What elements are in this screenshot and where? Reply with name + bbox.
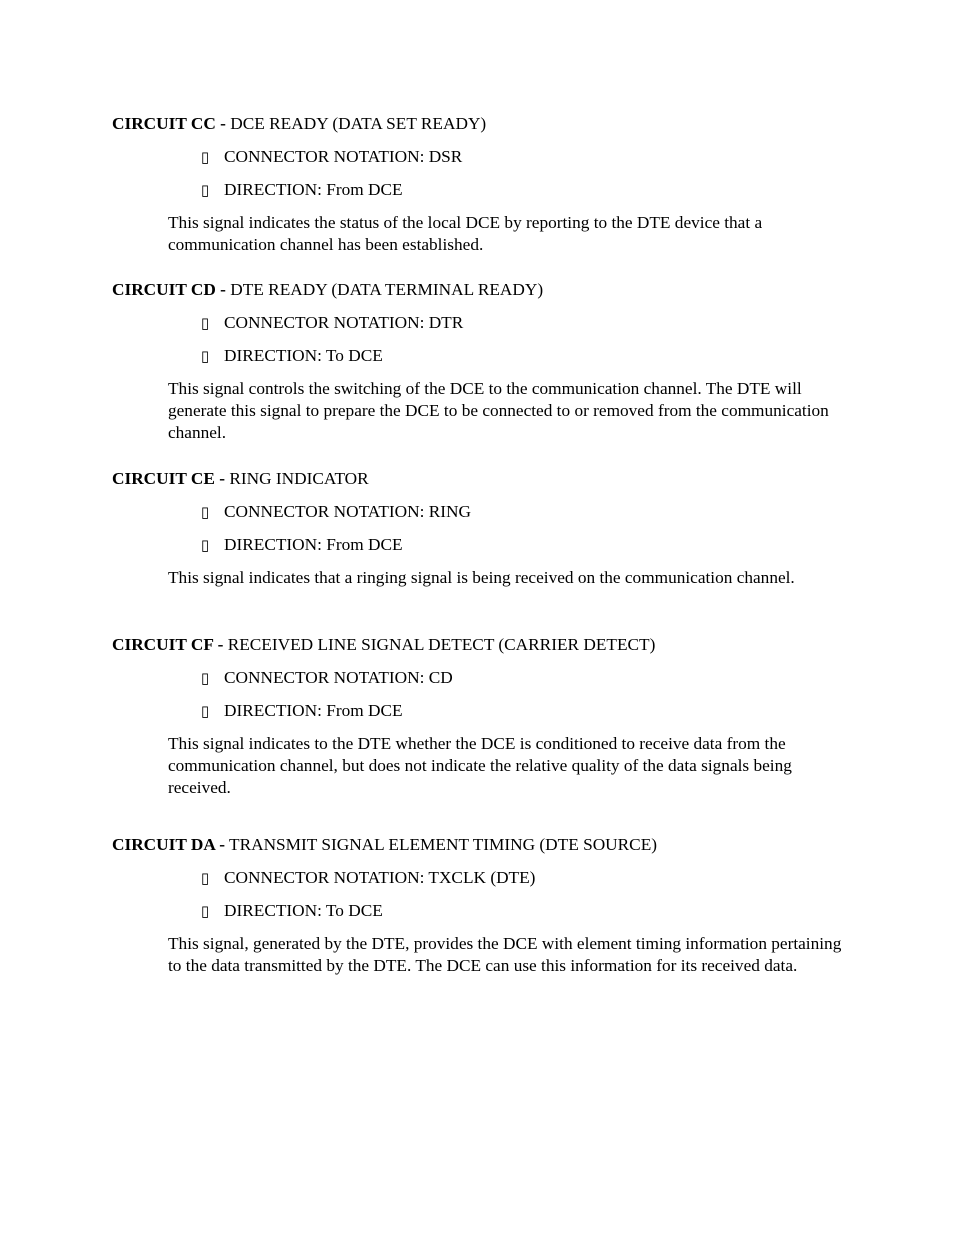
bullet-icon: ▯ bbox=[200, 902, 210, 920]
direction-item bbox=[199, 179, 872, 201]
direction-text: DIRECTION: From DCE bbox=[224, 535, 403, 554]
circuit-section-ce bbox=[112, 468, 872, 589]
connector-notation-item bbox=[199, 501, 872, 523]
circuit-title: RING INDICATOR bbox=[225, 469, 369, 488]
bullet-icon: ▯ bbox=[200, 503, 210, 521]
bullet-list bbox=[112, 146, 872, 201]
circuit-title: RECEIVED LINE SIGNAL DETECT (CARRIER DETECT) bbox=[223, 635, 656, 654]
bullet-icon: ▯ bbox=[200, 869, 210, 887]
bullet-icon: ▯ bbox=[200, 669, 210, 687]
bullet-list bbox=[112, 667, 872, 722]
direction-text: DIRECTION: From DCE bbox=[224, 701, 403, 720]
direction-item bbox=[199, 534, 872, 556]
bullet-icon: ▯ bbox=[200, 536, 210, 554]
circuit-section-cc bbox=[112, 113, 872, 256]
circuit-description: This signal, generated by the DTE, provides the DCE with element timing information pertaining to the data transmitted by the DTE. The DCE can use this information for its received data. bbox=[168, 934, 842, 975]
direction-item bbox=[199, 700, 872, 722]
circuit-label: CIRCUIT CD - bbox=[112, 280, 226, 299]
circuit-label: CIRCUIT DA - bbox=[112, 835, 225, 854]
direction-text: DIRECTION: From DCE bbox=[224, 180, 403, 199]
circuit-heading bbox=[112, 634, 872, 656]
circuit-title: TRANSMIT SIGNAL ELEMENT TIMING (DTE SOURCE) bbox=[225, 835, 658, 854]
bullet-list bbox=[112, 867, 872, 922]
connector-notation-item bbox=[199, 312, 872, 334]
connector-notation-item bbox=[199, 867, 872, 889]
circuit-description: This signal indicates that a ringing signal is being received on the communication channel. bbox=[168, 568, 795, 587]
circuit-heading bbox=[112, 113, 872, 135]
circuit-title: DCE READY (DATA SET READY) bbox=[225, 114, 487, 133]
direction-item bbox=[199, 900, 872, 922]
circuit-heading bbox=[112, 279, 872, 301]
direction-text: DIRECTION: To DCE bbox=[224, 901, 383, 920]
bullet-icon: ▯ bbox=[200, 314, 210, 332]
circuit-section-cd bbox=[112, 279, 872, 444]
circuit-title: DTE READY (DATA TERMINAL READY) bbox=[225, 280, 544, 299]
circuit-section-cf bbox=[112, 634, 872, 799]
connector-notation-text: CONNECTOR NOTATION: CD bbox=[224, 668, 453, 687]
connector-notation-item bbox=[199, 146, 872, 168]
connector-notation-text: CONNECTOR NOTATION: RING bbox=[224, 502, 471, 521]
circuit-heading bbox=[112, 834, 872, 856]
bullet-icon: ▯ bbox=[200, 702, 210, 720]
circuit-heading bbox=[112, 468, 872, 490]
circuit-description: This signal indicates the status of the local DCE by reporting to the DTE device that a communication channel has been established. bbox=[168, 213, 763, 254]
bullet-icon: ▯ bbox=[200, 148, 210, 166]
connector-notation-text: CONNECTOR NOTATION: TXCLK (DTE) bbox=[224, 868, 536, 887]
connector-notation-text: CONNECTOR NOTATION: DTR bbox=[224, 313, 464, 332]
direction-text: DIRECTION: To DCE bbox=[224, 346, 383, 365]
circuit-description: This signal indicates to the DTE whether the DCE is conditioned to receive data from the communication channel, but does not indicate the relative quality of the data signals being received. bbox=[168, 734, 792, 797]
bullet-list bbox=[112, 501, 872, 556]
bullet-list bbox=[112, 312, 872, 367]
direction-item bbox=[199, 345, 872, 367]
bullet-icon: ▯ bbox=[200, 347, 210, 365]
connector-notation-item bbox=[199, 667, 872, 689]
circuit-description: This signal controls the switching of the DCE to the communication channel. The DTE will generate this signal to prepare the DCE to be connected to or removed from the communication channel. bbox=[168, 379, 829, 442]
circuit-label: CIRCUIT CE - bbox=[112, 469, 225, 488]
connector-notation-text: CONNECTOR NOTATION: DSR bbox=[224, 147, 463, 166]
circuit-label: CIRCUIT CF - bbox=[112, 635, 224, 654]
bullet-icon: ▯ bbox=[200, 181, 210, 199]
circuit-section-da bbox=[112, 834, 872, 977]
circuit-label: CIRCUIT CC - bbox=[112, 114, 226, 133]
